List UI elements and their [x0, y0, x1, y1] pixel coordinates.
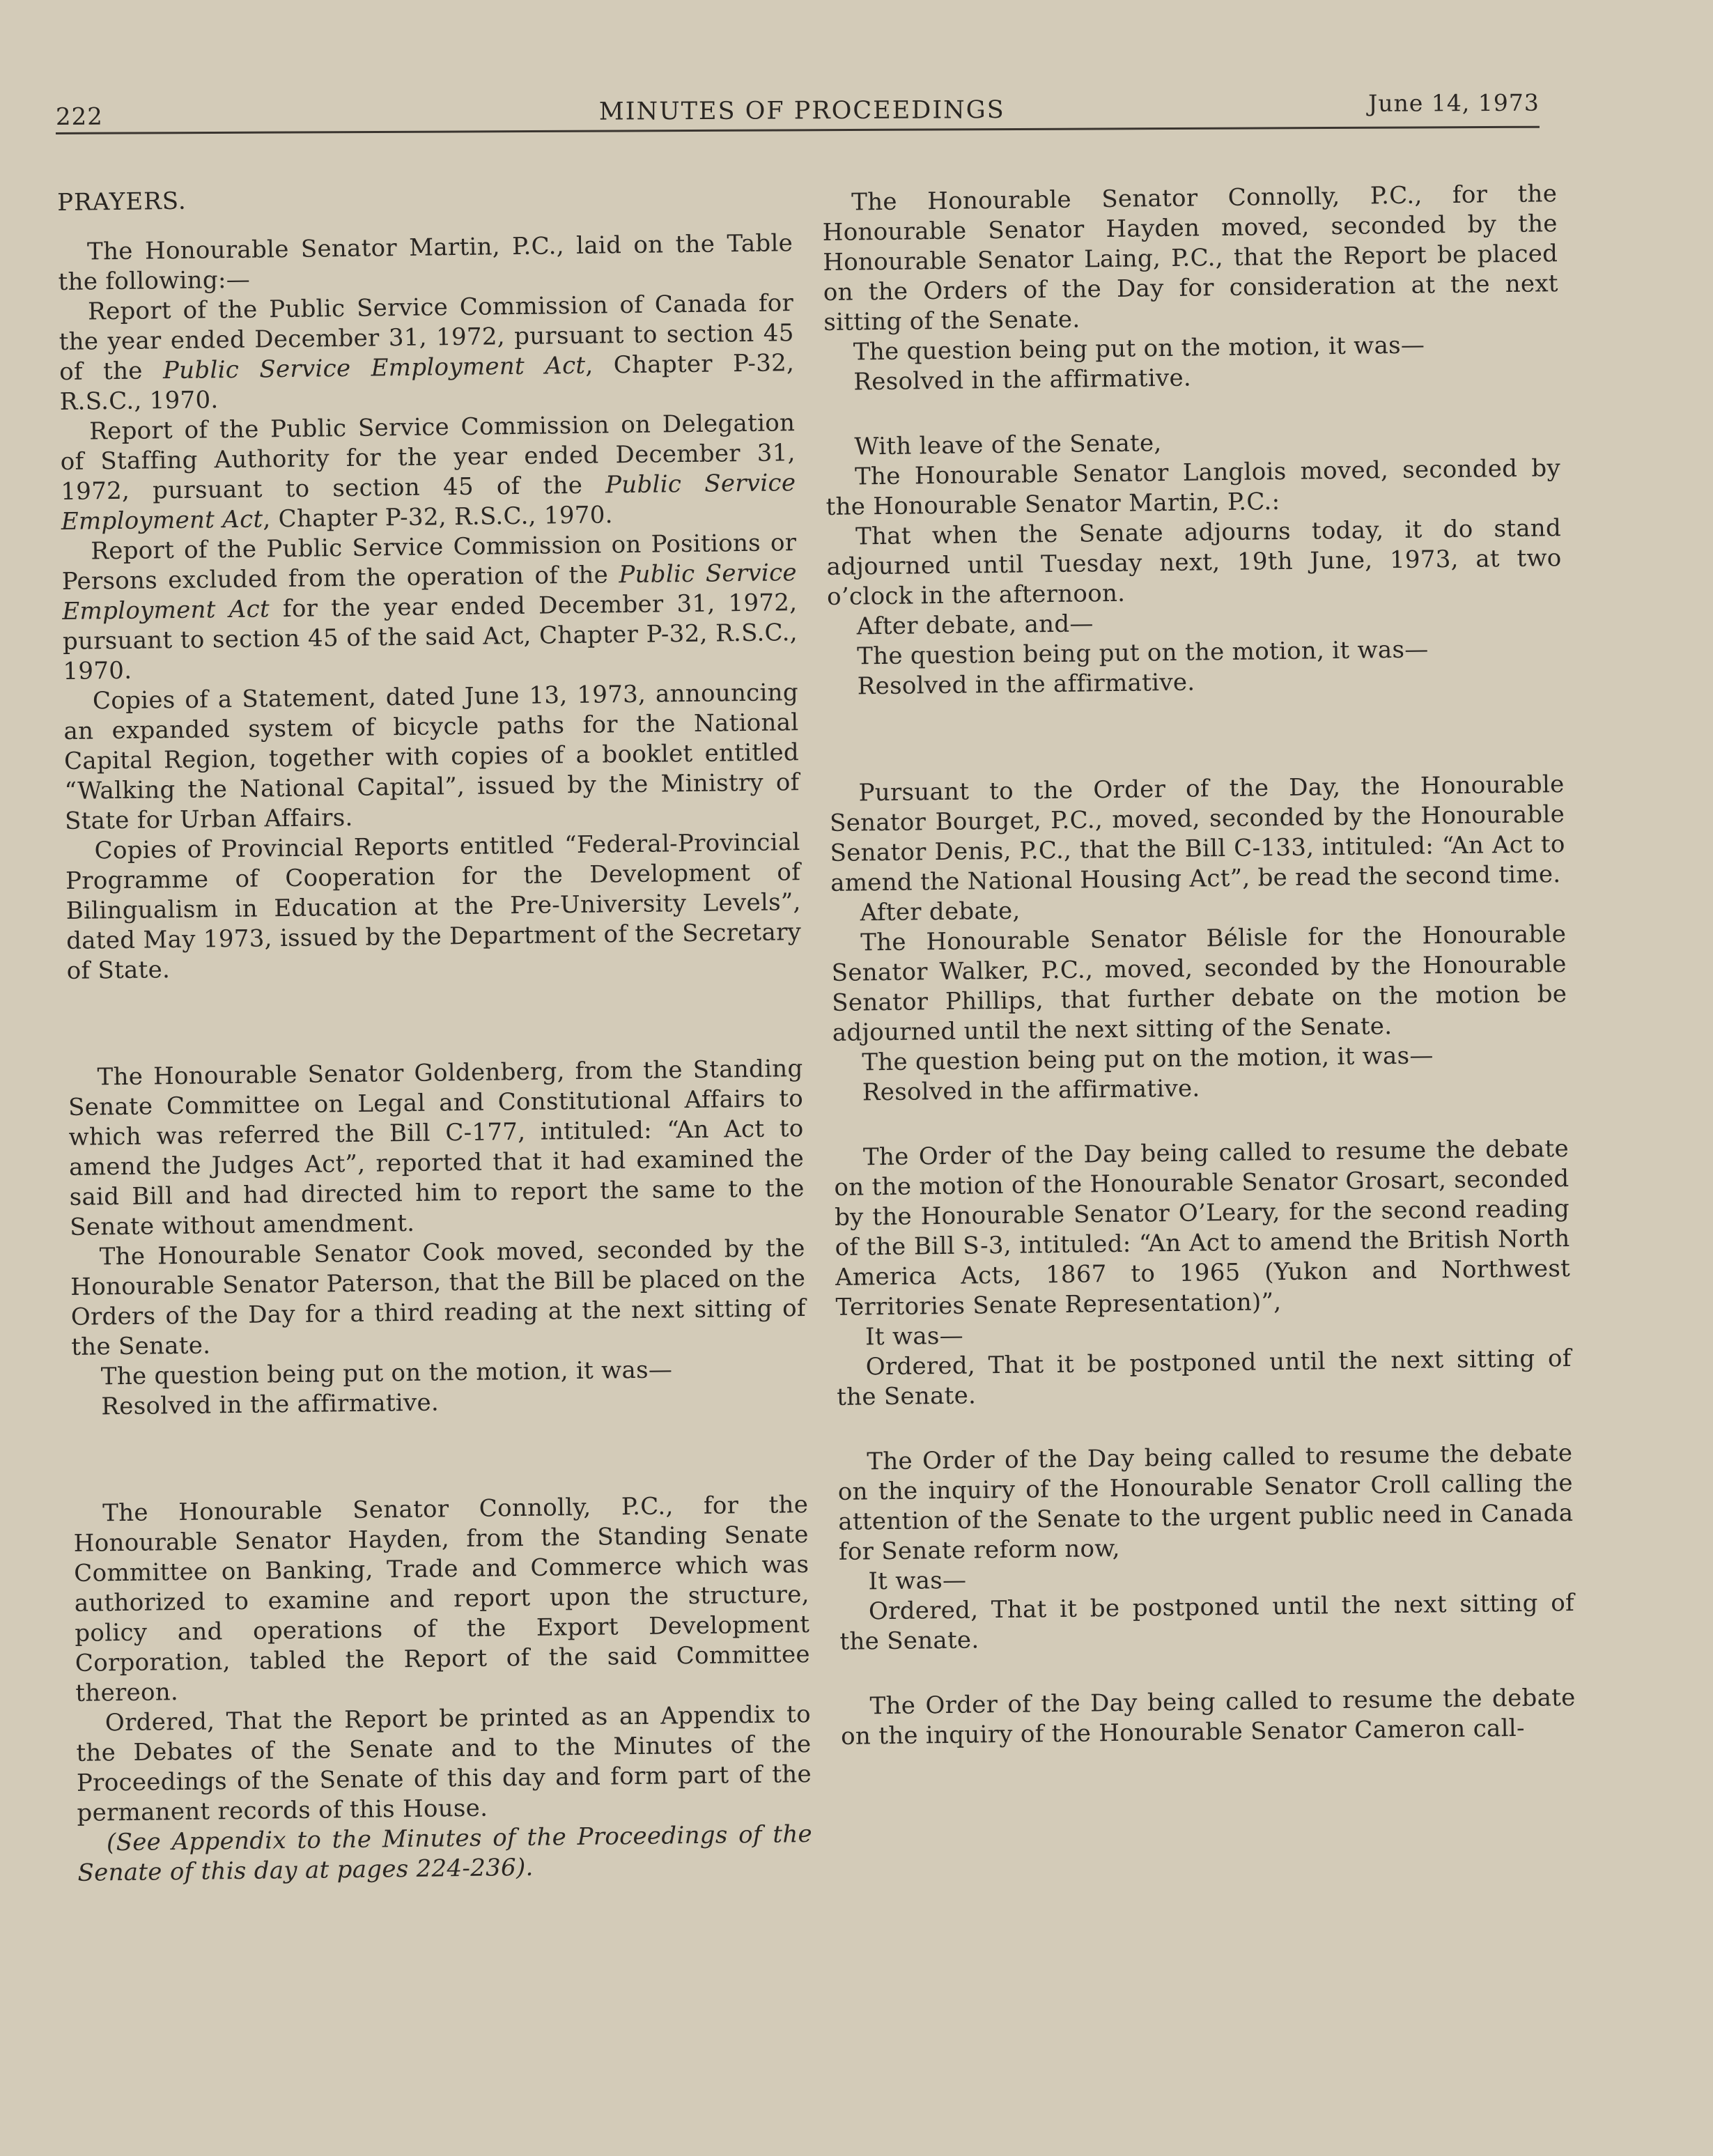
resolved-line: Resolved in the affirmative.: [101, 1388, 440, 1421]
report-positions-excluded: [61, 528, 798, 687]
question-result: [824, 329, 1560, 398]
section-gap: [828, 693, 1564, 779]
resolved-line: Resolved in the affirmative.: [857, 668, 1195, 701]
running-title: MINUTES OF PROCEEDINGS: [598, 96, 1005, 126]
question-line: The question being put on the motion, it was—: [100, 1356, 673, 1391]
question-line: The question being put on the motion, it was—: [856, 635, 1429, 671]
report-public-service-commission: [59, 288, 795, 417]
appendix-reference: (See Appendix to the Minutes of the Proceedings of the Senate of this day at pages 224-236).: [77, 1820, 813, 1887]
report-text: , Chapter P-32, R.S.C., 1970.: [59, 349, 795, 416]
adjournment-text: That when the Senate adjourns today, it do stand adjourned until Tuesday next, 19th June, 1973, at two o’clock in the afternoon.: [826, 514, 1562, 611]
question-line: The question being put on the motion, it was—: [862, 1041, 1434, 1077]
postponed-result: [836, 1314, 1572, 1413]
report-text: Report of the Public Service Commission of Canada for the year ended December 31, 1972, pursuant to section 45 of the: [59, 289, 794, 386]
it-was-line: It was—: [868, 1566, 967, 1596]
leave-motion: [825, 424, 1560, 522]
report-delegation-staffing: [60, 408, 796, 537]
see-appendix-note: [77, 1820, 813, 1889]
act-title: Public Service Employment Act: [62, 559, 798, 626]
ordered-appendix: Ordered, That the Report be printed as an Appendix to the Debates of the Senate and to the Minutes of the Proceedings of the Senate of this day and form part of the permanent records of this House.: [76, 1700, 812, 1827]
provincial-reports: Copies of Provincial Reports entitled “Federal-Provincial Programme of Cooperation for the Development of Bilingualism in Education at the Pre-University Levels”, dated May 1973, issued by the Department of the Secretary of State.: [65, 828, 802, 985]
act-title: Public Service Employment Act: [61, 469, 796, 536]
report-text: , Chapter P-32, R.S.C., 1970.: [263, 501, 613, 534]
report-text: Report of the Public Service Commission on Positions or Persons excluded from the operation of the: [61, 529, 797, 596]
question-result: [832, 1039, 1568, 1108]
report-text: for the year ended December 31, 1972, pursuant to section 45 of the said Act, Chapter P-32, R.S.C., 1970.: [62, 589, 798, 685]
report-text: Report of the Public Service Commission on Delegation of Staffing Authority for the year ended December 31, 1972, pursuant to section 45 of the: [60, 409, 796, 506]
left-column: [57, 179, 813, 1889]
bicycle-paths-statement: Copies of a Statement, dated June 13, 1973, announcing an expanded system of bicycle paths for the National Capital Region, together with copies of a booklet entitled “Walking the National Capital”, issued by the Ministry of State for Urban Affairs.: [63, 678, 800, 835]
goldenberg-report: The Honourable Senator Goldenberg, from the Standing Senate Committee on Legal and Constitutional Affairs to which was referred the Bill C-177, intituled: “An Act to amend the Judges Act”, reported that it had examined the said Bill and had directed him to report the same to the Senate without amendment.: [68, 1055, 805, 1241]
section-gap: [67, 977, 803, 1063]
section-gap: [72, 1413, 808, 1499]
header-date: June 14, 1973: [1368, 88, 1540, 117]
right-column: [822, 179, 1576, 1752]
resolved-line: Resolved in the affirmative.: [853, 364, 1192, 396]
page-header: [56, 77, 1540, 134]
leave-line: With leave of the Senate,: [854, 429, 1162, 461]
prayers-heading: PRAYERS.: [57, 187, 187, 217]
question-line: The question being put on the motion, it was—: [853, 331, 1425, 366]
bourget-motion: Pursuant to the Order of the Day, the Honourable Senator Bourget, P.C., moved, seconded by the Honourable Senator Denis, P.C., that the Bill C-133, intituled: “An Act to amend the National Housing Act”, be read the second time.: [829, 770, 1565, 897]
act-title: Public Service Employment Act: [162, 351, 586, 385]
croll-order: The Order of the Day being called to resume the debate on the inquiry of the Honourable Senator Croll calling the attention of the Senate to the urgent public need in Canada for Senate reform now,: [837, 1438, 1574, 1566]
grosart-order: The Order of the Day being called to resume the debate on the motion of the Honourable Senator Grosart, seconded by the Honourable Senator O’Leary, for the second reading of the Bill S-3, intituled: “An Act to amend the British North America Acts, 1867 to 1965 (Yukon and Northwest Territories Senate Representation)”,: [834, 1135, 1571, 1321]
question-result: [72, 1354, 807, 1422]
langlois-motion: The Honourable Senator Langlois moved, seconded by the Honourable Senator Martin, P.C.:: [826, 454, 1561, 521]
ordered-postponed: Ordered, That it be postponed until the next sitting of the Senate.: [839, 1588, 1575, 1656]
debate-result: [827, 603, 1563, 702]
resolved-line: Resolved in the affirmative.: [862, 1074, 1200, 1107]
after-debate-line: After debate,: [860, 897, 1021, 927]
after-debate-line: After debate, and—: [856, 610, 1094, 641]
belisle-text: The Honourable Senator Bélisle for the Honourable Senator Walker, P.C., moved, seconded by the Honourable Senator Phillips, that further debate on the motion be adjourned until the next sitting of the Senate.: [831, 920, 1567, 1047]
cook-motion: The Honourable Senator Cook moved, seconded by the Honourable Senator Paterson, that the Bill be placed on the Orders of the Day for a third reading at the next sitting of the Senate.: [70, 1234, 806, 1361]
postponed-result: [839, 1558, 1574, 1657]
page-number: 222: [55, 102, 103, 132]
connolly-motion: The Honourable Senator Connolly, P.C., for the Honourable Senator Hayden moved, seconded by the Honourable Senator Laing, P.C., that the Report be placed on the Orders of the Day for consideration at the next sitting of the Senate.: [822, 180, 1558, 336]
belisle-motion: [830, 890, 1567, 1048]
it-was-line: It was—: [865, 1321, 964, 1351]
ordered-postponed: Ordered, That it be postponed until the next sitting of the Senate.: [836, 1344, 1572, 1411]
cameron-order: The Order of the Day being called to resume the debate on the inquiry of the Honourable Senator Cameron call-: [840, 1683, 1576, 1751]
tabled-intro: The Honourable Senator Martin, P.C., laid on the Table the following:—: [58, 229, 793, 296]
connolly-report: The Honourable Senator Connolly, P.C., for the Honourable Senator Hayden, from the Standing Senate Committee on Banking, Trade and Commerce which was authorized to examine and report upon the structure, policy and operations of the Export Development Corporation, tabled the Report of the said Committee thereon.: [73, 1490, 811, 1707]
